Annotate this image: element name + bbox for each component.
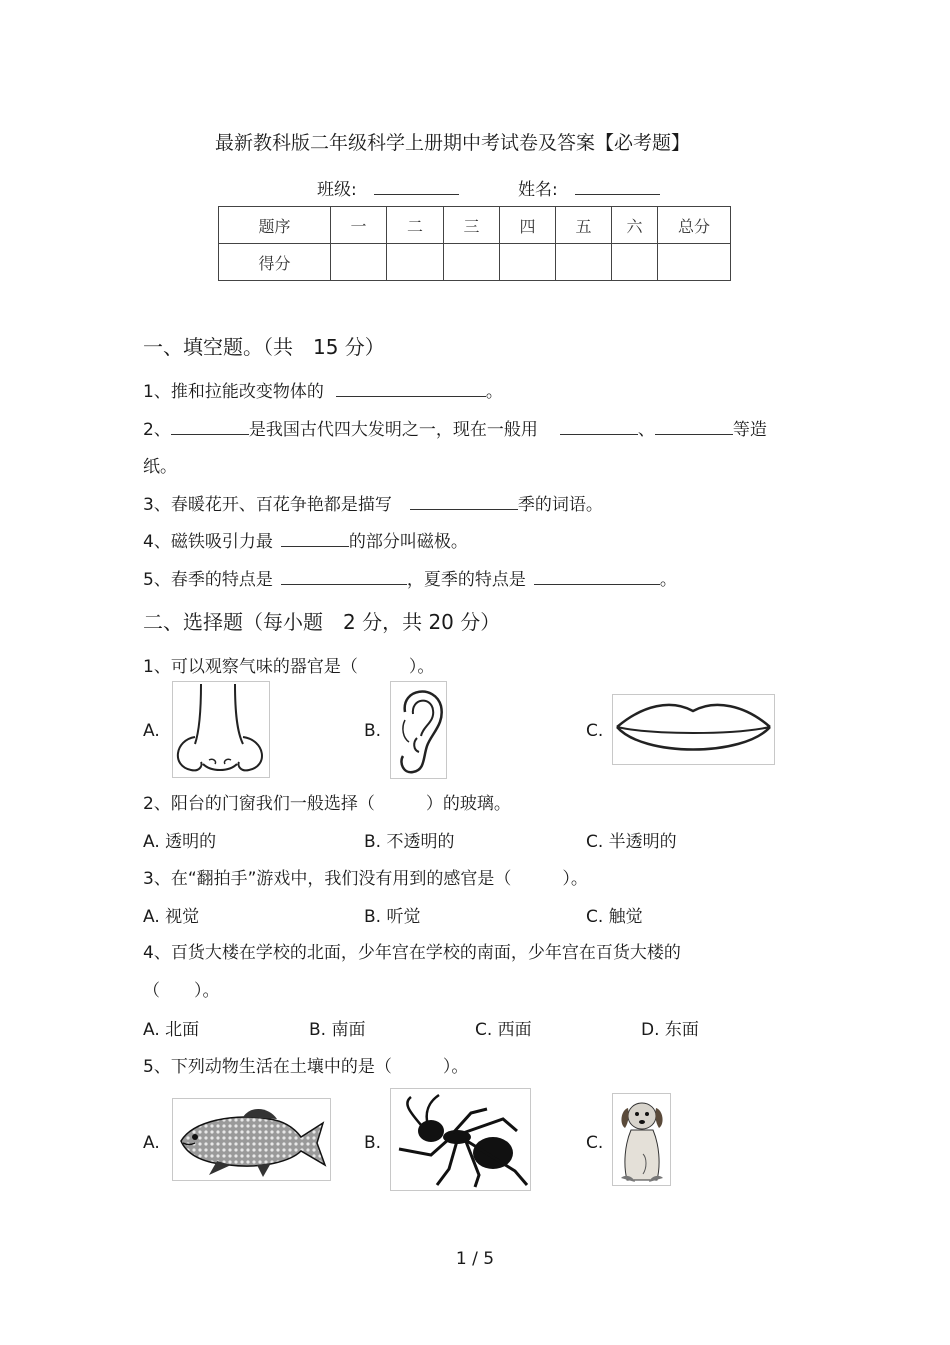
s2-question-4-cont: （ ）。 [143, 981, 220, 1001]
s1-question-5 [143, 565, 677, 590]
score-cell [556, 244, 612, 281]
question-end: 等造 [732, 420, 767, 440]
score-cell [658, 244, 731, 281]
option-c: C. 半透明的 [586, 832, 677, 852]
option-a: A. 北面 [143, 1020, 200, 1040]
table-cell: 得分 [219, 244, 331, 281]
score-cell [500, 244, 556, 281]
class-field [317, 175, 459, 200]
question-end: 季的词语。 [517, 495, 603, 515]
answer-blank [336, 380, 486, 397]
score-table [218, 206, 731, 281]
option-b: B. 南面 [309, 1020, 366, 1040]
page-title: 最新教科版二年级科学上册期中考试卷及答案【必考题】 [214, 132, 690, 154]
option-a: A. [143, 1133, 160, 1153]
s2-question-2: 2、阳台的门窗我们一般选择（ ）的玻璃。 [143, 794, 511, 814]
dog-image [612, 1093, 671, 1186]
class-blank [374, 178, 459, 195]
option-a: A. 视觉 [143, 907, 200, 927]
table-cell: 四 [500, 207, 556, 244]
answer-blank [410, 493, 518, 510]
table-cell: 五 [556, 207, 612, 244]
option-a: A. 透明的 [143, 832, 217, 852]
section1-heading: 一、填空题。（共 15 分） [143, 335, 385, 359]
table-cell: 一 [331, 207, 387, 244]
answer-blank [655, 418, 733, 435]
question-end: 。 [659, 570, 677, 590]
answer-blank [560, 418, 638, 435]
s1-question-1 [143, 377, 503, 402]
answer-blank [281, 568, 407, 585]
option-d: D. 东面 [641, 1020, 699, 1040]
option-c: C. [586, 721, 604, 741]
table-cell: 三 [444, 207, 500, 244]
question-text: 是我国古代四大发明之一，现在一般用 [248, 420, 538, 440]
separator: 、 [637, 420, 655, 440]
s2-question-3: 3、在“翻拍手”游戏中，我们没有用到的感官是（ ）。 [143, 869, 588, 889]
option-c: C. 西面 [475, 1020, 532, 1040]
ant-image [390, 1088, 531, 1191]
question-text: ，夏季的特点是 [406, 570, 526, 590]
question-end: 的部分叫磁极。 [348, 532, 468, 552]
table-cell: 六 [612, 207, 658, 244]
score-cell [444, 244, 500, 281]
table-cell: 二 [387, 207, 444, 244]
fish-image [172, 1098, 331, 1181]
answer-blank [281, 530, 349, 547]
table-row [219, 244, 731, 281]
table-cell: 总分 [658, 207, 731, 244]
lips-image [612, 694, 775, 765]
name-blank [575, 178, 660, 195]
class-label: 班级: [317, 180, 357, 200]
option-b: B. [364, 721, 382, 741]
question-text: 4、磁铁吸引力最 [143, 532, 273, 552]
question-number: 2、 [143, 420, 171, 440]
question-text: 3、春暖花开、百花争艳都是描写 [143, 495, 392, 515]
s2-question-5: 5、下列动物生活在土壤中的是（ ）。 [143, 1057, 469, 1077]
s1-question-2 [143, 415, 767, 440]
answer-blank [171, 418, 249, 435]
name-label: 姓名: [518, 180, 558, 200]
score-cell [387, 244, 444, 281]
option-c: C. 触觉 [586, 907, 643, 927]
s1-question-3 [143, 490, 603, 515]
option-b: B. 不透明的 [364, 832, 455, 852]
section2-heading: 二、选择题（每小题 2 分，共 20 分） [143, 610, 501, 634]
option-b: B. [364, 1133, 382, 1153]
option-a: A. [143, 721, 160, 741]
option-b: B. 听觉 [364, 907, 421, 927]
s1-question-4 [143, 527, 468, 552]
s1-question-2-cont: 纸。 [143, 457, 177, 477]
question-text: 1、推和拉能改变物体的 [143, 382, 324, 402]
question-end: 。 [485, 382, 503, 402]
score-cell [331, 244, 387, 281]
table-cell: 题序 [219, 207, 331, 244]
s2-question-1: 1、可以观察气味的器官是（ ）。 [143, 657, 435, 677]
nose-image [172, 681, 270, 778]
ear-image [390, 681, 447, 779]
page-number: 1 / 5 [455, 1249, 495, 1269]
s2-question-4: 4、百货大楼在学校的北面，少年宫在学校的南面，少年宫在百货大楼的 [143, 943, 681, 963]
answer-blank [534, 568, 660, 585]
table-row [219, 207, 731, 244]
name-field [518, 175, 660, 200]
question-text: 5、春季的特点是 [143, 570, 273, 590]
score-cell [612, 244, 658, 281]
option-c: C. [586, 1133, 604, 1153]
